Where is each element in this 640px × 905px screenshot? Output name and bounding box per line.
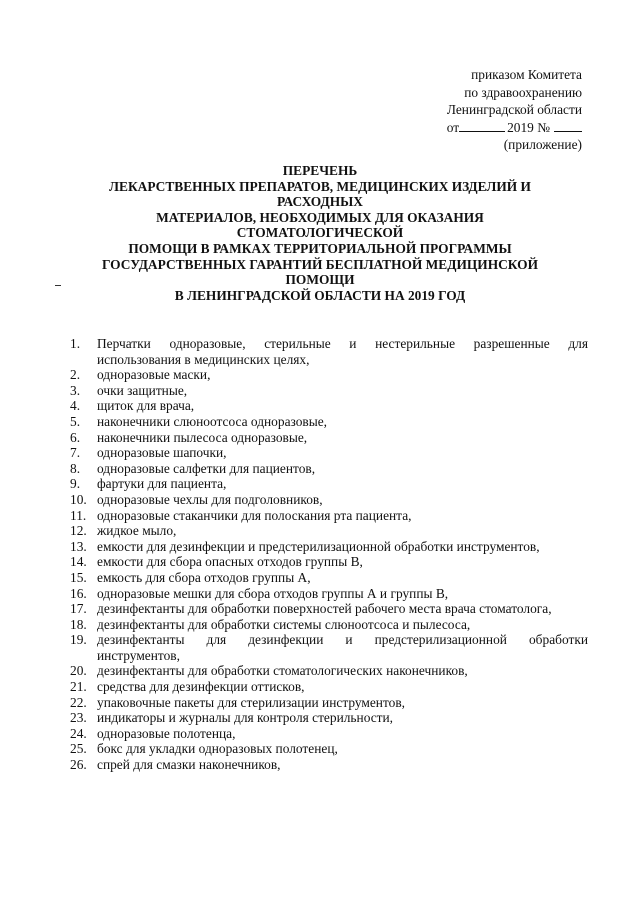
list-item-text: одноразовые маски, <box>97 367 211 383</box>
list-item-number: 20. <box>70 663 87 679</box>
document-title <box>60 163 580 303</box>
list-item-number: 25. <box>70 741 87 757</box>
list-item-text: фартуки для пациента, <box>97 476 227 492</box>
list-item <box>70 461 588 477</box>
list-item <box>70 523 588 539</box>
list-item-text: одноразовые полотенца, <box>97 725 236 741</box>
list-item-text: средства для дезинфекции оттисков, <box>97 679 305 695</box>
list-item-text: бокс для укладки одноразовых полотенец, <box>97 741 338 757</box>
list-item <box>70 398 588 414</box>
list-item-text: одноразовые шапочки, <box>97 445 227 461</box>
list-item <box>70 601 588 617</box>
list-item-number: 9. <box>70 476 81 492</box>
list-item <box>70 336 588 367</box>
list-item-text: жидкое мыло, <box>97 523 177 539</box>
title-line: ПЕРЕЧЕНЬ <box>282 163 358 178</box>
list-item-number: 19. <box>70 632 87 648</box>
scan-mark <box>55 285 61 286</box>
header-line-healthcare: по здравоохранению <box>464 84 582 100</box>
list-item-text: одноразовые салфетки для пациентов, <box>97 460 316 476</box>
list-item-text: дезинфектанты для обработки стоматологических наконечников, <box>97 663 468 679</box>
list-item-number: 11. <box>70 507 87 523</box>
title-line: ПОМОЩИ <box>285 272 355 288</box>
list-item <box>70 617 588 633</box>
list-item <box>70 726 588 742</box>
list-item <box>70 492 588 508</box>
header-line-region: Ленинградской области <box>446 102 582 118</box>
list-item <box>70 445 588 461</box>
list-item-number: 4. <box>70 398 81 414</box>
list-item <box>70 710 588 726</box>
list-item <box>70 741 588 757</box>
list-item-number: 26. <box>70 757 87 773</box>
list-item-number: 17. <box>70 601 87 617</box>
title-line: СТОМАТОЛОГИЧЕСКОЙ <box>236 225 404 241</box>
list-item <box>70 632 588 663</box>
title-line: РАСХОДНЫХ <box>277 194 363 210</box>
list-item <box>70 586 588 602</box>
list-item-text: наконечники пылесоса одноразовые, <box>97 429 308 445</box>
list-item-text: спрей для смазки наконечников, <box>97 757 281 773</box>
list-item-text: индикаторы и журналы для контроля стерильности, <box>97 710 394 726</box>
list-item-number: 16. <box>70 585 87 601</box>
list-item-text: емкости для дезинфекции и предстерилизационной обработки инструментов, <box>97 538 540 554</box>
title-line: ПОМОЩИ В РАМКАХ ТЕРРИТОРИАЛЬНОЙ ПРОГРАММЫ <box>128 240 512 256</box>
list-item-text: дезинфектанты для обработки системы слюноотсоса и пылесоса, <box>97 616 471 632</box>
list-item-text: щиток для врача, <box>97 398 195 414</box>
list-item-text: дезинфектанты для дезинфекции и предстерилизационной обработки <box>97 632 588 648</box>
list-item <box>70 430 588 446</box>
title-line: ГОСУДАРСТВЕННЫХ ГАРАНТИЙ БЕСПЛАТНОЙ МЕДИЦИНСКОЙ <box>101 256 538 272</box>
list-item-text: очки защитные, <box>97 382 188 398</box>
list-item-text: одноразовые мешки для сбора отходов группы А и группы В, <box>97 585 449 601</box>
date-year: 2019 № <box>507 119 550 135</box>
list-item-text: емкости для сбора опасных отходов группы В, <box>97 554 363 570</box>
list-item <box>70 383 588 399</box>
date-blank <box>459 120 505 132</box>
header-line-appendix: (приложение) <box>503 137 582 153</box>
date-prefix: от <box>446 119 460 135</box>
header-line-date <box>447 119 582 137</box>
list-item <box>70 757 588 773</box>
list-item <box>70 539 588 555</box>
list-item-number: 2. <box>70 367 81 383</box>
list-item-text: дезинфектанты для обработки поверхностей рабочего места врача стоматолога, <box>97 601 552 617</box>
list-item <box>70 695 588 711</box>
supplies-list <box>70 336 588 773</box>
list-item-number: 1. <box>70 336 81 351</box>
list-item <box>70 476 588 492</box>
list-item-text: наконечники слюноотсоса одноразовые, <box>97 413 328 429</box>
list-item-text: одноразовые чехлы для подголовников, <box>97 491 323 507</box>
list-item-number: 5. <box>70 413 81 429</box>
approval-header <box>447 66 582 154</box>
list-item <box>70 414 588 430</box>
list-item-number: 3. <box>70 382 81 398</box>
list-item-number: 8. <box>70 460 81 476</box>
list-item-number: 21. <box>70 679 87 695</box>
title-line: В ЛЕНИНГРАДСКОЙ ОБЛАСТИ НА 2019 ГОД <box>174 287 466 303</box>
header-line-committee: приказом Комитета <box>471 67 582 82</box>
list-item <box>70 554 588 570</box>
list-item-number: 7. <box>70 445 81 461</box>
list-item-text-continuation: инструментов, <box>97 647 180 663</box>
list-item-text: емкость для сбора отходов группы А, <box>97 569 311 585</box>
list-item-number: 13. <box>70 538 87 554</box>
list-item-text: одноразовые стаканчики для полоскания рта пациента, <box>97 507 412 523</box>
list-item <box>70 679 588 695</box>
list-item-number: 18. <box>70 616 87 632</box>
list-item <box>70 663 588 679</box>
list-item-number: 12. <box>70 523 87 539</box>
list-item-number: 6. <box>70 429 81 445</box>
title-line: МАТЕРИАЛОВ, НЕОБХОДИМЫХ ДЛЯ ОКАЗАНИЯ <box>156 209 484 225</box>
list-item-number: 24. <box>70 725 87 741</box>
list-item <box>70 570 588 586</box>
list-item-text: упаковочные пакеты для стерилизации инструментов, <box>97 694 405 710</box>
list-item-text-continuation: использования в медицинских целях, <box>97 351 310 367</box>
title-line: ЛЕКАРСТВЕННЫХ ПРЕПАРАТОВ, МЕДИЦИНСКИХ ИЗДЕЛИЙ И <box>109 178 531 194</box>
list-item-text: Перчатки одноразовые, стерильные и нестерильные разрешенные для <box>97 336 588 351</box>
list-item-number: 22. <box>70 694 87 710</box>
list-item <box>70 367 588 383</box>
list-item-number: 15. <box>70 569 87 585</box>
number-blank <box>554 120 582 132</box>
list-item-number: 23. <box>70 710 87 726</box>
list-item-number: 14. <box>70 554 87 570</box>
list-item-number: 10. <box>70 491 87 507</box>
list-item <box>70 508 588 524</box>
